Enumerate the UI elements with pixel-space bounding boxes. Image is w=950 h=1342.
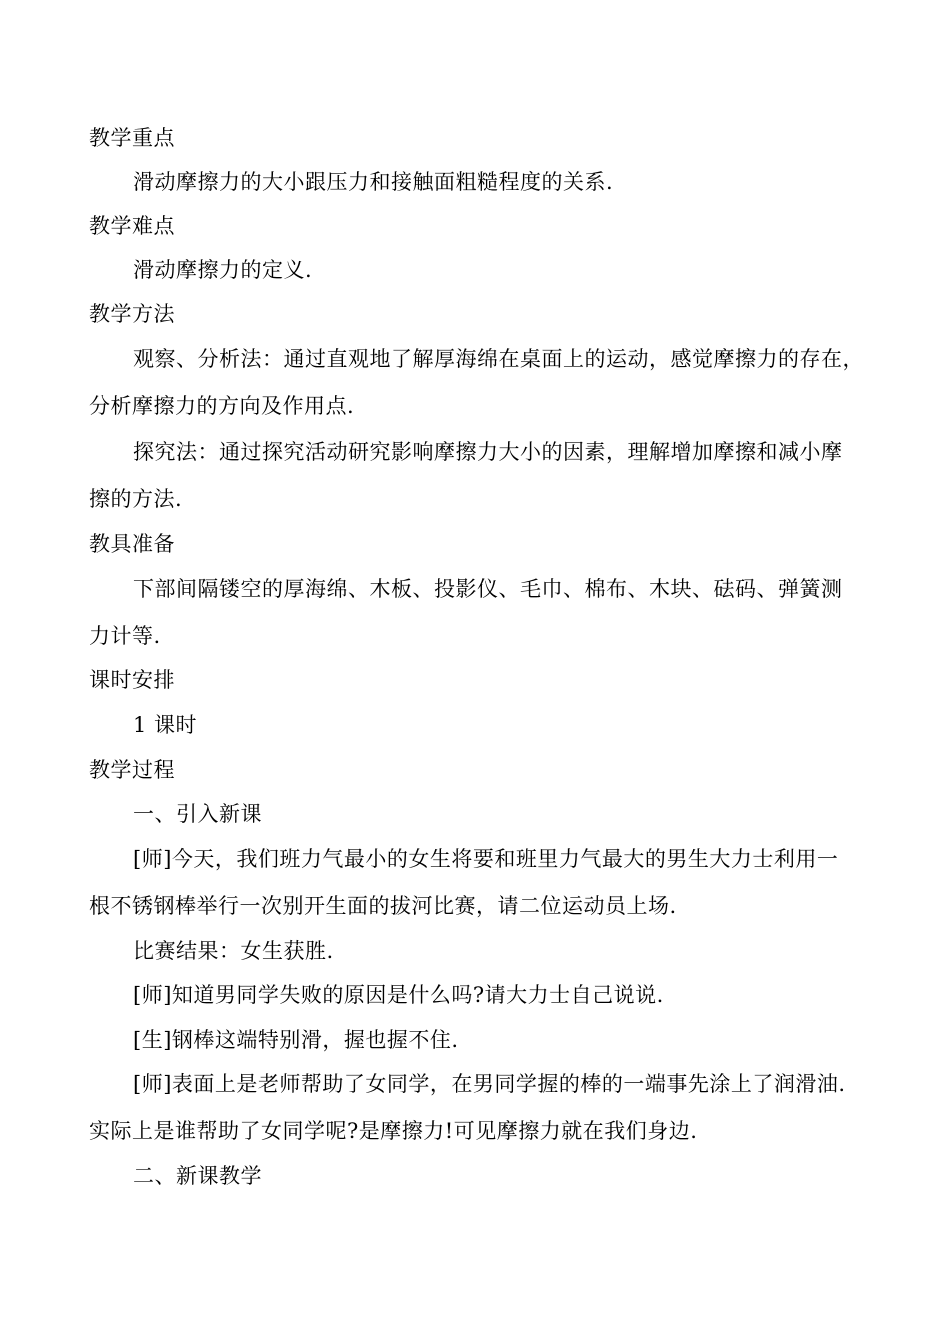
materials-line2: 力计等.: [89, 624, 161, 648]
heading-schedule: 课时安排: [89, 668, 175, 692]
method1-line1: 观察、分析法：通过直观地了解厚海绵在桌面上的运动，感觉摩擦力的存在，: [133, 347, 864, 371]
difficulties-text: 滑动摩擦力的定义.: [133, 258, 313, 282]
step2-title: 二、新课教学: [133, 1164, 262, 1188]
paragraph4: [生]钢棒这端特别滑，握也握不住.: [133, 1028, 459, 1052]
heading-methods: 教学方法: [89, 302, 175, 326]
method2-line1: 探究法：通过探究活动研究影响摩擦力大小的因素，理解增加摩擦和减小摩: [133, 440, 843, 464]
heading-materials: 教具准备: [89, 532, 175, 556]
paragraph1-line1: [师]今天，我们班力气最小的女生将要和班里力气最大的男生大力士利用一: [133, 847, 839, 871]
schedule-text: 1 课时: [133, 713, 198, 737]
paragraph5-line1: [师]表面上是老师帮助了女同学，在男同学握的棒的一端事先涂上了润滑油.: [133, 1072, 846, 1096]
key-points-text: 滑动摩擦力的大小跟压力和接触面粗糙程度的关系.: [133, 170, 614, 194]
step1-title: 一、引入新课: [133, 802, 262, 826]
heading-key-points: 教学重点: [89, 126, 175, 150]
heading-difficulties: 教学难点: [89, 214, 175, 238]
materials-line1: 下部间隔镂空的厚海绵、木板、投影仪、毛巾、棉布、木块、砝码、弹簧测: [133, 577, 843, 601]
paragraph2: 比赛结果：女生获胜.: [133, 939, 334, 963]
method2-line2: 擦的方法.: [89, 487, 183, 511]
method1-line2: 分析摩擦力的方向及作用点.: [89, 394, 355, 418]
paragraph5-line2: 实际上是谁帮助了女同学呢?是摩擦力!可见摩擦力就在我们身边.: [89, 1119, 698, 1143]
paragraph1-line2: 根不锈钢棒举行一次别开生面的拔河比赛，请二位运动员上场.: [89, 894, 677, 918]
paragraph3: [师]知道男同学失败的原因是什么吗?请大力士自己说说.: [133, 983, 664, 1007]
heading-process: 教学过程: [89, 758, 175, 782]
